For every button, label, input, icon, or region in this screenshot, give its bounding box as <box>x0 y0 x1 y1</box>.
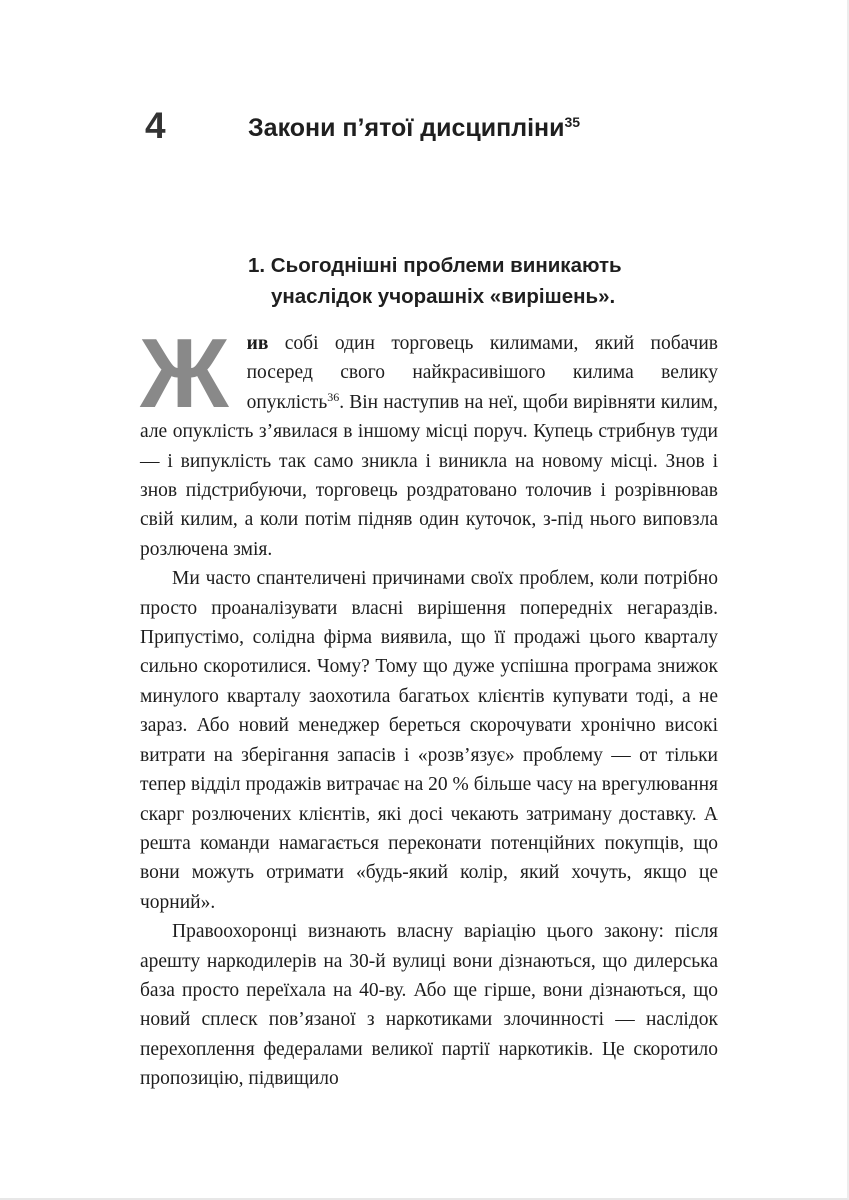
paragraph-3: Правоохоронці визнають власну варіацію цього закону: після арешту наркодилерів на 30-й вулиці вони дізнаються, що дилерська база просто переїхала на 40-ву. Або ще гірше, вони дізнаються, що новий сплеск пов’язаної з наркотиками злочинності — наслідок перехоплення федералами великої партії наркотиків. Це скоротило пропозицію, підвищило <box>140 921 718 1090</box>
chapter-title-text: Закони п’ятої дисципліни <box>248 114 565 142</box>
dropcap-letter: Ж <box>140 318 229 428</box>
chapter-title <box>248 112 580 144</box>
paragraph-1 <box>140 318 718 564</box>
paragraph-2: Ми часто спантеличені причинами своїх проблем, коли потрібно просто проаналізувати власні вирішення попередніх негараздів. Припустімо, солідна фірма виявила, що її продажі цього кварталу сильно скоротилися. Чому? Тому що дуже успішна програма знижок минулого кварталу заохотила багатьох клієнтів купувати тоді, а не зараз. Або новий менеджер береться скорочувати хронічно високі витрати на зберігання запасів і «розв’язує» проблему — от тільки тепер відділ продажів витрачає на 20 % більше часу на врегулювання скарг розлючених клієнтів, які досі чекають затриману доставку. А решта команди намагається переконати потенційних покупців, що вони можуть отримати «будь-який колір, який хочуть, якщо це чорний». <box>140 568 718 913</box>
paragraph-1-text-before-footnote: собі один торговець килимами, який побачив посеред свого найкрасивішого килима велику опуклість <box>246 333 718 413</box>
chapter-title-footnote-ref: 35 <box>564 114 581 130</box>
section-heading-line1: 1. Сьогоднішні проблеми виникають <box>248 254 622 277</box>
chapter-number: 4 <box>145 105 166 146</box>
section-heading-line2: унаслідок учорашніх «вирішень». <box>271 285 616 308</box>
body-text <box>140 318 718 1094</box>
section-heading <box>248 250 622 312</box>
paragraph-1-text-after-footnote: . Він наступив на неї, щоби вирівняти килим, але опуклість з’явилася в іншому місці поруч. Купець стрибнув туди — і випуклість так само зникла і виникла на новому місці. Знов і знов підстрибуючи, торговець роздратовано толочив і розрівнював свій килим, а коли потім підняв один куточок, з-під нього виповзла розлючена змія. <box>140 391 718 560</box>
footnote-ref-36: 36 <box>327 389 340 404</box>
paragraph-1-lead: ив <box>246 333 269 354</box>
